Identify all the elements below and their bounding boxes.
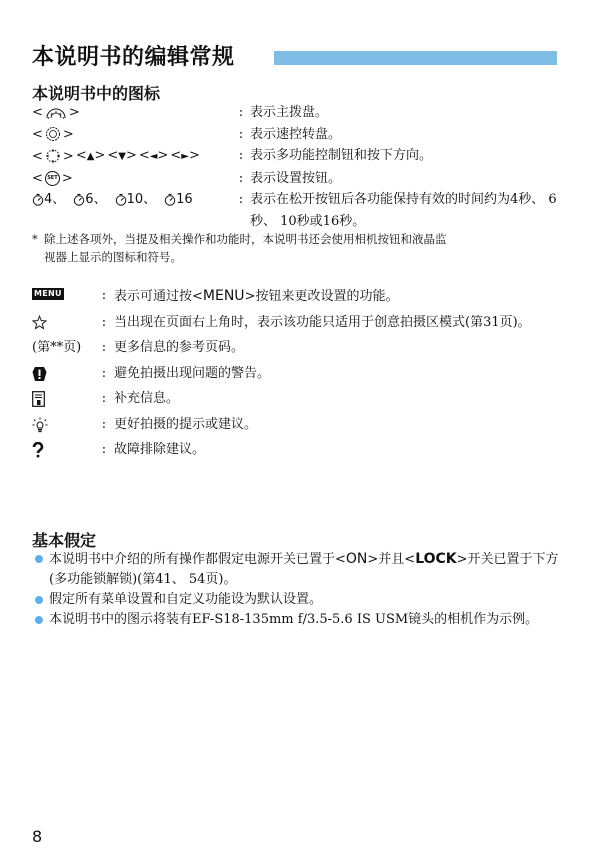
bullet-dot — [35, 596, 43, 604]
page-ref-label: (第**页) — [32, 340, 82, 355]
symbol-row-star: : 当出现在页面右上角时，表示该功能只适用于创意拍摄区模式(第31页)。 — [32, 312, 562, 334]
timer-icon — [115, 193, 127, 206]
symbol-list — [32, 285, 562, 465]
symbol-row-page-ref: (第**页) : 更多信息的参考页码。 — [32, 337, 562, 359]
question-icon — [32, 442, 44, 458]
assumptions-list — [35, 549, 560, 630]
list-item: 本说明书中的图示将装有EF-S18-135mm f/3.5-5.6 IS USM镜头的相机作为示例。 — [35, 610, 560, 630]
timer-icon — [73, 193, 85, 206]
star-icon — [32, 315, 47, 330]
list-item: 假定所有菜单设置和自定义功能设为默认设置。 — [35, 590, 560, 610]
main-dial-icon — [45, 102, 67, 124]
arrow-right-item: <►> — [170, 148, 200, 163]
arrow-left-item: <◄> — [138, 148, 169, 163]
symbol-row-menu: MENU : 表示可通过按<MENU>按钮来更改设置的功能。 — [34, 288, 399, 304]
timer-icon — [32, 193, 44, 206]
menu-icon: MENU — [34, 289, 62, 298]
symbol-row-warning: : 避免拍摄出现问题的警告。 — [32, 363, 562, 385]
arrow-up-icon: ▲ — [86, 151, 95, 162]
icon-row-set-button: < SET > : 表示设置按钮。 — [32, 170, 342, 186]
timer-icon — [164, 193, 176, 206]
icon-row-multi-controller: < > <▲> <▼> <◄> <►> : 表示多功能控制钮和按下方向。 — [32, 145, 562, 168]
timer-item-4: 4、 — [32, 189, 65, 211]
arrow-down-icon: ▼ — [118, 151, 126, 162]
arrow-right-icon: ► — [181, 151, 189, 162]
symbol-row-memo: : 补充信息。 — [32, 388, 562, 410]
title-accent-bar — [274, 51, 557, 65]
bullet-dot — [35, 616, 43, 624]
memo-icon — [32, 391, 45, 407]
timer-item-10: 10、 — [115, 189, 157, 211]
symbol-row-question: : 故障排除建议。 — [32, 439, 562, 461]
lock-label: LOCK — [415, 551, 457, 567]
timer-item-6: 6、 — [73, 189, 106, 211]
page-title: 本说明书的编辑常规 — [32, 45, 235, 70]
warning-icon — [32, 366, 47, 382]
bullet-dot — [35, 555, 43, 563]
set-button-icon: SET — [45, 171, 60, 186]
icon-row-quick-control-dial: < > : 表示速控转盘。 — [32, 124, 562, 146]
symbol-row-tip: : 更好拍摄的提示或建议。 — [32, 414, 562, 436]
timer-item-16: 16 — [164, 189, 193, 211]
footnote: * 除上述各项外，当提及相关操作和功能时，本说明书还会使用相机按钮和液晶监 视器上显示的图标和符号。 — [32, 232, 447, 264]
assumptions-title: 基本假定 — [32, 531, 97, 550]
icon-row-main-dial: < > : 表示主拨盘。 — [32, 102, 562, 124]
menu-inline-label: MENU — [202, 288, 245, 304]
arrow-down-item: <▼> — [107, 148, 137, 163]
tip-icon — [32, 417, 48, 433]
list-item: 本说明书中介绍的所有操作都假定电源开关已置于<ON>并且<LOCK>开关已置于下方(多功能锁解锁)(第41、 54页)。 — [35, 549, 560, 590]
on-label: ON — [345, 551, 368, 567]
arrow-left-icon: ◄ — [149, 151, 158, 162]
icon-list — [32, 102, 562, 232]
arrow-up-item: <▲> — [75, 148, 106, 163]
icons-section-title: 本说明书中的图标 — [32, 84, 161, 103]
page-number: 8 — [32, 827, 43, 846]
quick-control-dial-icon — [45, 124, 61, 146]
multi-controller-icon — [45, 146, 61, 168]
icon-row-timers: 4、 6、 10、 16 : 表示在松开按钮后各功能保持有效的时间约为4秒、 6秒、 10秒或16秒。 — [32, 189, 562, 232]
